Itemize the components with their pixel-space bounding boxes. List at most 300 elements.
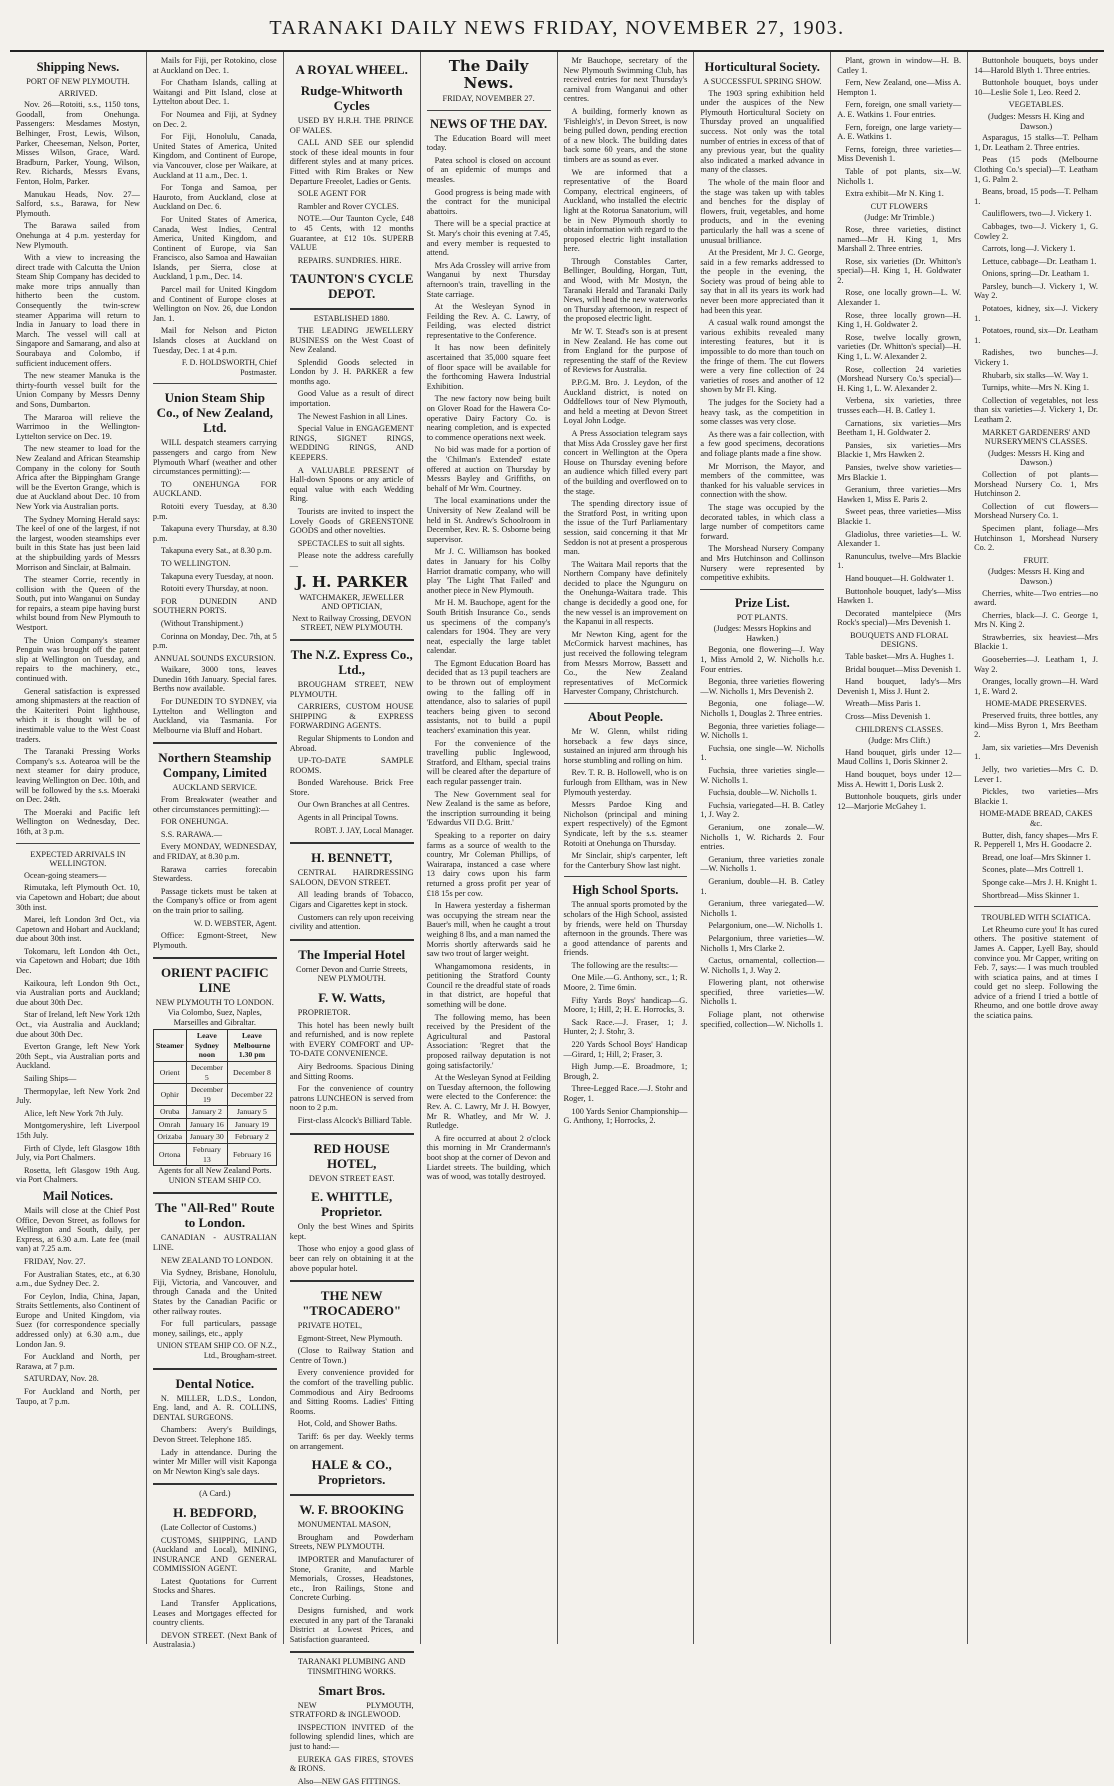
smart-bros-heading: Smart Bros. — [318, 1682, 386, 1698]
expected-arrivals-heading: EXPECTED ARRIVALS IN WELLINGTON. — [30, 849, 126, 869]
prize-entry: Extra exhibit—Mr N. King 1. — [845, 189, 944, 199]
whittle-heading: E. WHITTLE, Proprietor. — [311, 1189, 393, 1220]
horticultural-paragraph: A casual walk round amongst the various exhibits revealed many interesting features, but it is impossible to do more than touch on the fringe of them. The cut flowers were a very fine collection of 24 varieties of roses and another of 12 shown by Mr Fl. King. — [700, 318, 825, 395]
prize-entry: Verbena, six varieties, three trusses each—H. B. Catley 1. — [837, 396, 962, 415]
news-paragraph: The new factory now being built on Glover Road for the Hawera Co-operative Dairy Factory Co. is nearing completion, and is expected to commence operations next week. — [426, 394, 551, 442]
northern-steamship-line: Every MONDAY, WEDNESDAY, and FRIDAY, at 8.30 p.m. — [152, 842, 277, 861]
about-people-heading: About People. — [587, 710, 663, 724]
table-cell: February 2 — [228, 1131, 277, 1144]
sports-paragraph: The following are the results:— — [571, 960, 678, 970]
prize-entry: Cherries, black—J. C. George 1, Mrs N. King 2. — [974, 610, 1098, 630]
whittle-line: Those who enjoy a good glass of beer can rely on obtaining it at the above popular hotel. — [289, 1244, 414, 1273]
parker-heading: J. H. PARKER — [295, 572, 408, 591]
childrens-classes-judge: (Judge: Mrs Clift.) — [868, 736, 931, 746]
shipping-paragraph: The Taranaki Pressing Works Company's s.s. Aotearoa will be the next steamer for dairy produce, leaving Wellington on Dec. 10th, and will be followed by the s.s. Moeraki on Dec. 24th. — [16, 747, 140, 805]
union-steamship-line: FOR DUNEDIN AND SOUTHERN PORTS. — [152, 596, 277, 616]
sciatica-text: Let Rheumo cure you! It has cured others. The positive statement of James A. Capper, Lyell Bay, should convince you. Mr Capper, writing on Feb. 7, says:— I was much troubled with sciatica pains, and at times I could get no sleep. Following the advice of a friend I tried a bottle of Rheumo, and one bottle drove away the sciatica pains. — [974, 924, 1098, 1021]
imperial-hotel-address: Corner Devon and Currie Streets, NEW PLYMOUTH. — [296, 964, 408, 984]
prize-entry: Begonia, three varieties flowering—W. Nicholls 1, Mrs Devenish 2. — [700, 677, 825, 696]
bread-cakes-heading: HOME-MADE BREAD, CAKES &c. — [979, 809, 1093, 828]
table-row — [153, 1084, 276, 1106]
sports-paragraph: High Jump.—E. Broadmore, 1; Brough, 2. — [563, 1062, 688, 1081]
prize-entry: Foliage plant, not otherwise specified, collection—W. Nicholls 1. — [700, 1010, 825, 1029]
dental-notice-ad — [153, 1376, 277, 1486]
dental-notice-line: N. MILLER, L.D.S., London, Eng. land, and A. R. COLLINS, DENTAL SURGEONS. — [152, 1393, 277, 1422]
prize-entry: Pansies, six varieties—Mrs Blackie 1, Mrs Hawken 2. — [837, 440, 962, 460]
sports-paragraph: Fifty Yards Boys' handicap—G. Moore, 1; Hill, 2; H. E. Horrocks, 3. — [563, 995, 688, 1015]
prize-entry: Strawberries, six heaviest—Mrs Blackie 1. — [974, 632, 1098, 652]
express-company-list — [290, 680, 414, 823]
red-house-hotel-address: DEVON STREET EAST. — [308, 1173, 395, 1183]
parker-ad — [290, 314, 414, 641]
bread-cakes-list — [974, 831, 1098, 901]
expected-arrival: Alice, left New York 7th July. — [24, 1108, 124, 1118]
union-steamship-line: Rotoiti every Thursday, at noon. — [160, 584, 269, 594]
prize-entry: Fuchsia, double—W. Nicholls 1. — [708, 788, 817, 798]
prize-entry: Buttonhole bouquets, girls under 12—Marjorie McGahey 1. — [837, 792, 962, 811]
parker-established: ESTABLISHED 1880. — [313, 314, 390, 324]
prize-entry: Buttonhole bouquets, boys under 14—Harold Blyth 1. Three entries. — [974, 56, 1098, 75]
arrived-heading: ARRIVED. — [58, 88, 98, 98]
prize-entry: Fuchsia, one single—W. Nicholls 1. — [700, 743, 825, 763]
expected-arrival: Sailing Ships— — [24, 1074, 77, 1083]
orient-line-ad — [153, 965, 277, 1194]
prize-entry: Beans, broad, 15 pods—T. Pelham 1. — [974, 187, 1098, 206]
orient-table-header — [153, 1030, 276, 1062]
floral-designs-list — [837, 652, 961, 722]
royal-wheel-heading: A ROYAL WHEEL. — [295, 62, 408, 77]
prize-entry: Collection of vegetables, not less than six varieties—J. Vickery 1, Dr. Leatham 2. — [974, 395, 1098, 424]
prize-entry: Sweet peas, three varieties—Miss Blackie 1. — [837, 507, 962, 526]
express-company-line: BROUGHAM STREET, NEW PLYMOUTH. — [289, 679, 414, 699]
mail-notice: For Ceylon, India, China, Japan, Straits Settlements, also Continent of Europe and United Kingdom, via Suez (for correspondence specially addressed only) at 6.30 a.m., due London Jan. 9. — [16, 1291, 140, 1349]
northern-steamship-heading: Northern Steamship Company, Limited — [158, 750, 272, 781]
prize-entry: Rose, twelve locally grown, varieties (Dr. Whitton's special)—H. King 1, L. W. Alexander 2. — [837, 332, 962, 362]
union-steamship-line: (Without Transhipment.) — [160, 618, 244, 628]
brooking-line: IMPORTER and Manufacturer of Stone, Granite, and Marble Memorials, Crosses, Headstones, etc., Iron Railings, Stone and Concrete Curbing. — [289, 1555, 414, 1603]
pot-plants-judges: (Judges: Messrs Hopkins and Hawken.) — [713, 624, 812, 643]
shipping-paragraph: Manukau Heads, Nov. 27—Salford, s.s., Barawa, for New Plymouth. — [16, 189, 140, 218]
bedford-list — [153, 1523, 277, 1650]
prize-entries-top — [974, 56, 1098, 97]
news-paragraph: Speaking to a reporter on dairy farms as a source of wealth to the country, Mr Coleman Phillips, of Wairarapa, instanced a case where 13 dairy cows upon his farm returned a gross profit per year of £18 15s per cow. — [426, 830, 551, 898]
shipping-paragraph: The new steamer to load for the New Zealand and African Steamship Company in the colony for South Africa after the Bippingham Grange will be the Everton Grange, which is due at Auckland about Dec. 10 from New York via Australian ports. — [16, 444, 140, 511]
shipping-paragraphs — [16, 100, 140, 836]
expected-arrival: Star of Ireland, left New York 12th Oct., via Australia and Auckland; due about 30th Dec. — [16, 1010, 140, 1039]
orient-sailings-table — [153, 1029, 277, 1166]
royal-wheel-line: USED BY H.R.H. THE PRINCE OF WALES. — [289, 116, 414, 135]
parker-line: The Newest Fashion in all Lines. — [297, 411, 408, 421]
vegetables-judges: (Judges: Messrs H. King and Dawson.) — [988, 111, 1085, 131]
people-paragraph: Mr W. Glenn, whilst riding horseback a few days since, sustained an injured arm through his horse stumbling and rolling on him. — [563, 727, 688, 765]
news-paragraph: Good progress is being made with the contract for the municipal abattoirs. — [426, 187, 551, 216]
divider — [564, 876, 688, 877]
brooking-heading: W. F. BROOKING — [299, 1502, 404, 1518]
prize-entry: Rose, one locally grown—L. W. Alexander 1. — [837, 288, 962, 308]
prize-entry: Fuchsia, three varieties single—W. Nicholls 1. — [700, 766, 825, 785]
shipping-paragraph: With a view to increasing the direct trade with Calcutta the Union Steam Ship Company has decided to make more trips annually than hitherto been the custom. Consequently the twin-screw steamer Apparima will return to India in January to load there in March. The vessel will call at Singapore and Samarang, and also at Sourabaya and Colombo, if sufficient inducement offers. — [16, 253, 140, 368]
column-4 — [421, 52, 558, 1644]
shipping-paragraph: The Mararoa will relieve the Warrimoo in the Wellington-Lyttelton service on Dec. 19. — [16, 412, 140, 441]
news-paragraphs — [427, 134, 551, 1182]
expected-arrival: Kaikoura, left London 9th Oct., via Australian ports and Auckland; due about 30th Dec. — [16, 978, 140, 1007]
bennett-heading: H. BENNETT, — [311, 850, 393, 866]
prize-entry: Bridal bouquet—Miss Devenish 1. — [845, 664, 961, 674]
prize-entry: Gladiolus, three varieties—L. W. Alexander 1. — [837, 529, 962, 549]
bedford-line: CUSTOMS, SHIPPING, LAND (Auckland and Local), MINING, INSURANCE AND GENERAL COMMISSION AGENT. — [152, 1535, 277, 1574]
northern-steamship-line: Rarawa carries forecabin Stewardess. — [152, 864, 277, 884]
union-steamship-line: Corinna on Monday, Dec. 7th, at 5 p.m. — [152, 631, 277, 651]
all-red-route-signoff: UNION STEAM SHIP CO. OF N.Z., Ltd., Brougham-street. — [156, 1341, 277, 1360]
table-cell: Orizaba — [153, 1131, 186, 1144]
table-cell: January 30 — [186, 1131, 227, 1144]
dental-notice-line: Lady in attendance. During the winter Mr Miller will visit Kaponga on Mr Newton King's sale days. — [152, 1447, 277, 1476]
sports-paragraph: Sack Race.—J. Fraser, 1; J. Hunter, 2; J. Stohr, 3. — [563, 1017, 688, 1037]
prize-entry: Specimen plant, foliage—Mrs Hutchinson 1, Morshead Nursery Co. 2. — [974, 523, 1098, 553]
trocadero-line: Tariff: 6s per day. Weekly terms on arrangement. — [289, 1432, 414, 1451]
prize-entry: Decorated mantelpiece (Mrs Rock's special)—Mrs Devenish 1. — [837, 608, 962, 628]
northern-agent: W. D. WEBSTER, Agent. — [193, 918, 277, 928]
shipping-paragraph: The Union Company's steamer Penguin was brought off the patent slip at Wellington on Tuesday, and repairs to the machinery, etc., continued with. — [16, 635, 140, 684]
prize-entry: Potatoes, round, six—Dr. Leatham 1. — [974, 326, 1098, 345]
prize-entry: Geranium, one zonale—W. Nicholls 1, W. Richards 2. Four entries. — [700, 822, 825, 852]
column-5 — [558, 52, 695, 1644]
orient-line-heading: ORIENT PACIFIC LINE — [161, 965, 269, 996]
news-paragraph: At the Wesleyan Synod at Feilding on Tuesday afternoon, the following were elected to the Conference: the Rev. A. C. Lawry, Mr J. H. Bowyer, Mr R. Whatley, and Mr W. J. Rutledge. — [426, 1073, 551, 1131]
childrens-classes-list — [837, 748, 961, 812]
prize-entry: Radishes, two bunches—J. Vickery 1. — [974, 348, 1098, 368]
horticultural-society-heading: Horticultural Society. — [704, 60, 820, 74]
news-paragraphs-continued — [564, 56, 688, 697]
pot-plants-list — [700, 645, 824, 1029]
news-paragraph: No bid was made for a portion of the 'Chilman's Extended' estate offered at auction on Thursday by Messrs Bayley and Griffiths, on behalf of Mr Wm. Courtney. — [426, 445, 551, 493]
prize-entry: Pelargonium, three varieties—W. Nicholls 1, Mrs Clarke 2. — [700, 933, 825, 953]
market-gardeners-judges: (Judges: Messrs H. King and Dawson.) — [988, 448, 1085, 468]
smart-bros-list — [290, 1701, 414, 1786]
horticultural-paragraph: The whole of the main floor and the stage was taken up with tables and benches for the display of flowers, fruit, vegetables, and home products, and in the evening particularly the hall was a scene of unusual brilliance. — [700, 177, 825, 245]
rudge-whitworth-heading: Rudge-Whitworth Cycles — [300, 83, 403, 113]
union-steamship-line: Rotoiti every Tuesday, at 8.30 p.m. — [152, 501, 277, 521]
table-row — [153, 1144, 276, 1166]
orient-table-header-cell: Leave Melbourne 1.30 pm — [228, 1030, 277, 1062]
northern-steamship-line: Passage tickets must be taken at the Company's office or from agent on the train prior to sailing. — [152, 886, 277, 915]
prize-entry: Sponge cake—Mrs J. H. Knight 1. — [982, 877, 1097, 887]
news-paragraph: We are informed that a representative of the Board Company, electrical engineers, of Auckland, who installed the electric light at the Rotorua Sanatorium, will be in New Plymouth shortly to obtain information with regard to the proposed electric light installation here. — [563, 167, 688, 254]
taunton-heading: TAUNTON'S CYCLE DEPOT. — [289, 271, 414, 302]
trocadero-heading: THE NEW "TROCADERO" — [302, 1288, 402, 1319]
parker-line: THE LEADING JEWELLERY BUSINESS on the West Coast of New Zealand. — [289, 325, 414, 355]
prize-entry: Ranunculus, twelve—Mrs Blackie 1. — [837, 551, 962, 571]
royal-wheel-line: SOLE AGENT FOR — [297, 189, 367, 199]
column-6 — [694, 52, 831, 1644]
bennett-ad — [290, 850, 414, 941]
table-cell: December 5 — [186, 1061, 227, 1083]
fruit-judges: (Judges: Messrs H. King and Dawson.) — [988, 567, 1085, 586]
union-more-text: For DUNEDIN TO SYDNEY, via Lyttelton and Wellington and Auckland, via Tasmania. For Melbourne via Bluff and Hobart. — [152, 697, 277, 735]
news-paragraph: For the convenience of the travelling public Inglewood, Stratford, and Eltham, special trains will be cleared after the departure of each regular passenger train. — [426, 738, 551, 786]
prize-entry: Fern, foreign, one large variety—A. E. Watkins 1. — [837, 122, 962, 142]
bedford-line: DEVON STREET. (Next Bank of Australasia.) — [152, 1630, 277, 1650]
prize-entry: Parsley, bunch—J. Vickery 1, W. Way 2. — [974, 281, 1098, 301]
all-red-route-list — [153, 1233, 277, 1338]
union-steamship-line: Takapuna every Sat., at 8.30 p.m. — [160, 546, 272, 556]
orient-table-body — [153, 1061, 276, 1165]
parker-list — [290, 326, 414, 571]
divider — [974, 906, 1098, 907]
mail-close-notice: For Noumea and Fiji, at Sydney on Dec. 2. — [152, 109, 277, 129]
expected-arrival: Rosetta, left Glasgow 19th Aug. via Port Chalmers. — [16, 1165, 140, 1185]
all-red-route-line: Via Sydney, Brisbane, Honolulu, Fiji, Victoria, and Vancouver, and through Canada and the United States by the Canadian Pacific or other railway routes. — [152, 1268, 277, 1316]
table-cell: January 5 — [228, 1106, 277, 1119]
mail-close-notice: For Fiji, Honolulu, Canada, United States of America, United Kingdom, and Continent of Europe, via Vancouver, close per Waikare, at Auckland at 11 a.m., Dec. 1. — [152, 132, 277, 180]
prize-entry: Flowering plant, not otherwise specified, three varieties—W. Nicholls 1. — [700, 978, 825, 1007]
table-row — [153, 1106, 276, 1119]
expected-arrival: Rimutaka, left Plymouth Oct. 10, via Capetown and Hobart; due about 30th inst. — [16, 883, 140, 912]
sports-paragraph: 100 Yards Senior Championship—G. Anthony, 1; Horrocks, 2. — [563, 1106, 688, 1126]
preserves-heading: HOME-MADE PRESERVES. — [985, 699, 1087, 709]
royal-wheel-line: NOTE.—Our Taunton Cycle, £48 to 45 Cents, with 12 months Guarantee, at £12 10s. SUPERB VALUE — [289, 214, 414, 253]
news-paragraph: The local examinations under the University of New Zealand will be held in St. Andrew's Schoolroom in December, Rev. R. S. Osborne being supervisor. — [426, 496, 551, 544]
table-cell: Ortona — [153, 1144, 186, 1166]
parker-line: Splendid Goods selected in London by J. H. PARKER a few months ago. — [289, 357, 414, 386]
mail-close-notice: For United States of America, Canada, West Indies, Central America, United Kingdom, and Continent of Europe, via San Francisco, also Samoa and Hawaiian Islands, per Sierra, close at Auckland, 1 p.m., Dec. 14. — [152, 214, 277, 282]
prize-entry: Fern, New Zealand, one—Miss A. Hempton 1. — [837, 78, 962, 97]
card-note: (A Card.) — [199, 1489, 231, 1499]
table-cell: Ophir — [153, 1084, 186, 1106]
table-row — [153, 1118, 276, 1131]
orient-agents: Agents for all New Zealand Ports. UNION STEAM SHIP CO. — [158, 1166, 272, 1185]
prize-entry: Jelly, two varieties—Mrs C. D. Lever 1. — [974, 765, 1098, 784]
postmaster-signoff: F. D. HOLDSWORTH, Chief Postmaster. — [181, 358, 277, 377]
imperial-hotel-heading: The Imperial Hotel — [298, 946, 406, 962]
brooking-line: MONUMENTAL MASON, — [297, 1520, 391, 1530]
column-7 — [831, 52, 968, 1644]
prize-entry: Begonia, one flowering—J. Way 1, Miss Arnold 2, W. Nicholls h.c. Four entries. — [700, 645, 825, 674]
plumbing-heading: TARANAKI PLUMBING AND TINSMITHING WORKS. — [297, 1657, 406, 1676]
shipping-paragraph: The Moeraki and Pacific left Wellington on Wednesday, Dec. 16th, at 3 p.m. — [16, 807, 140, 836]
horticultural-paragraph: The 1903 spring exhibition held under the auspices of the New Plymouth Horticultural Society on Thursday proved an unqualified success. Not only was the total number of entries in excess of that of any previous year, but the quality also indicated a marked advance in many of the classes. — [700, 88, 825, 175]
prize-entry: Pansies, twelve show varieties—Mrs Blackie 1. — [837, 462, 962, 482]
columns — [10, 52, 1104, 1786]
whittle-line: Only the best Wines and Spirits kept. — [289, 1222, 414, 1241]
news-paragraph: At the Wesleyan Synod in Feilding the Rev. A. C. Lawry, of Feilding, was elected district representative to the Conference. — [426, 302, 551, 340]
prize-entry: Collection of pot plants—Morshead Nursery Co. 1, Mrs Hutchinson 2. — [974, 469, 1098, 499]
prize-entry: Scones, plate—Mrs Cottrell 1. — [982, 865, 1084, 875]
sports-paragraph: 220 Yards School Boys' Handicap—Girard, 1; Hill, 2; Fraser, 3. — [563, 1040, 688, 1059]
news-paragraph: There will be a special practice at St. Mary's choir this evening at 7.45, and every member is requested to attend. — [426, 219, 551, 258]
divider — [153, 383, 277, 384]
mail-notice: For Auckland and North, per Taupo, at 7 p.m. — [16, 1387, 140, 1406]
union-steamship-line: Takapuna every Tuesday, at noon. — [160, 571, 274, 581]
express-company-line: Regular Shipments to London and Abroad. — [289, 733, 414, 753]
prize-entry: Pickles, two varieties—Mrs Blackie 1. — [974, 787, 1098, 806]
high-school-sports-list — [564, 900, 688, 1125]
high-school-sports-heading: High School Sports. — [572, 883, 679, 898]
prize-entry: Rhubarb, six stalks—W. Way 1. — [982, 370, 1089, 380]
dental-notice-line: Chambers: Avery's Buildings, Devon Street. Telephone 185. — [152, 1425, 277, 1444]
expected-arrival: Thermopylae, left New York 2nd July. — [16, 1086, 140, 1106]
prize-entry: Cactus, ornamental, collection—W. Nicholls 1, J. Way 2. — [700, 956, 825, 975]
excursion-heading: ANNUAL SOUNDS EXCURSION. — [154, 653, 276, 663]
prize-entry: Carrots, long—J. Vickery 1. — [982, 244, 1076, 254]
prize-entry: Onions, spring—Dr. Leatham 1. — [982, 269, 1090, 279]
prize-entry: Hand bouquet, girls under 12—Maud Collins 1, Doris Skinner 2. — [837, 747, 962, 767]
watts-line: This hotel has been newly built and refurnished, and is now replete with EVERY COMFORT and UP-TO-DATE CONVENIENCE. — [289, 1020, 414, 1059]
bedford-line: (Late Collector of Customs.) — [160, 1522, 257, 1532]
express-company-ad — [290, 647, 414, 844]
shipping-paragraph: The steamer Corrie, recently in collision with the Queen of the South, put into Wanganui on Sunday for repairs, a steam pipe having burst whilst bound from New Plymouth to Westport. — [16, 575, 140, 633]
northern-steamship-line: From Breakwater (weather and other circumstances permitting):— — [152, 795, 277, 814]
union-steamship-list — [153, 438, 277, 650]
prize-entry: Cherries, white—Two entries—no award. — [974, 588, 1098, 608]
column-2 — [147, 52, 284, 1650]
vegetables-heading: VEGETABLES. — [1008, 100, 1064, 110]
northern-steamship-subheading: AUCKLAND SERVICE. — [172, 783, 258, 793]
horticultural-paragraph: The Morshead Nursery Company and Mrs Hutchinson and Collinson Nursery were represented by competitive exhibits. — [700, 544, 825, 583]
parker-line: Tourists are invited to inspect the Lovely Goods of GREENSTONE GOODS and other novelties. — [289, 507, 414, 536]
prize-entry: Geranium, three varieties—Mrs Hawken 1, Miss E. Paris 2. — [837, 485, 962, 504]
floral-designs-heading: BOUQUETS AND FLORAL DESIGNS. — [850, 630, 949, 650]
news-paragraph: Mr Bauchope, secretary of the New Plymouth Swimming Club, has received entries for next Thursday's carnival from Wanganui and other centres. — [563, 56, 688, 104]
all-red-route-line: NEW ZEALAND TO LONDON. — [160, 1255, 273, 1265]
prize-entry: Buttonhole bouquet, lady's—Miss Hawken 1. — [837, 586, 962, 606]
orient-table-header-cell: Leave Sydney noon — [186, 1030, 227, 1062]
expected-arrival: Montgomeryshire, left Liverpool 15th July. — [16, 1121, 140, 1140]
watts-line: For the convenience of country patrons LUNCHEON is served from noon to 2 p.m. — [289, 1084, 414, 1113]
royal-wheel-ad — [290, 62, 414, 310]
news-paragraph: The New Government seal for New Zealand is the same as before, the inscription surrounding it being 'Edwardus VII D.G. Britt.' — [426, 789, 551, 828]
mail-notice: Mails will close at the Chief Post Office, Devon Street, as follows for Wellington and South, daily, per Express, at 6.30 a.m. Late fee (mail van) at 7.25 a.m. — [16, 1205, 140, 1254]
shipping-news-heading: Shipping News. — [36, 60, 120, 74]
table-row — [153, 1061, 276, 1083]
horticultural-paragraph: At the President, Mr J. C. George, said in a few remarks addressed to the people in the evening, the Society was proud of being able to say that in all its years its work had never been more appreciated than it had been this year. — [700, 248, 825, 315]
mail-close-notice: Parcel mail for United Kingdom and Continent of Europe closes at Wellington on Nov. 26, due London Jan. 1. — [152, 285, 277, 323]
imperial-hotel-ad — [290, 947, 414, 1135]
horticultural-paragraph: The stage was occupied by the decorated tables, in which class a large number of competitors came forward. — [700, 502, 825, 541]
news-paragraph: A fire occurred at about 2 o'clock this morning in Mr Crandermann's boot shop at the corner of Devon and Liardet streets. The building, which was of wood, was totally destroyed. — [426, 1133, 551, 1182]
prize-entry: Potatoes, kidney, six—J. Vickery 1. — [974, 304, 1098, 323]
prize-entry: Rose, collection 24 varieties (Morshead Nursery Co.'s special)—H. King 1, L. W. Alexander 2. — [837, 364, 962, 393]
parker-subheading: WATCHMAKER, JEWELLER AND OPTICIAN, — [299, 592, 404, 612]
express-company-line: UP-TO-DATE SAMPLE ROOMS. — [289, 756, 414, 775]
prize-entry: Bread, one loaf—Mrs Skinner 1. — [982, 852, 1091, 862]
news-paragraph: In Hawera yesterday a fisherman was occupying the stream near the Bauer's mill, when he caught a trout weighing 8 lbs, and a man named the Morris shortly afterwards said he saw two trout of larger weight. — [426, 901, 551, 959]
mail-close-notice: Mail for Nelson and Picton Islands closes at Auckland on Tuesday, Dec. 1 at 4 p.m. — [152, 326, 277, 355]
union-steamship-ad — [153, 390, 277, 744]
prize-entry: Geranium, double—H. B. Catley 1. — [700, 876, 825, 896]
mail-notice: SATURDAY, Nov. 28. — [24, 1374, 99, 1384]
news-paragraph: The Education Board will meet today. — [426, 133, 551, 153]
mail-close-list — [153, 56, 277, 355]
news-paragraph: Whangamomona residents, in petitioning the Stratford County Council re the dreadful state of roads in that district, are hopeful that something will be done. — [426, 961, 551, 1010]
shipping-paragraph: General satisfaction is expressed among shipmasters at the reaction of the Kaiteriteri Point lighthouse, which it is thought will be of inestimable value to the West Coast traders. — [16, 686, 140, 744]
trocadero-ad — [290, 1288, 414, 1496]
northern-office: Office: Egmont-Street, New Plymouth. — [152, 931, 277, 950]
pot-plants-heading: POT PLANTS. — [736, 612, 788, 622]
table-cell: January 16 — [186, 1118, 227, 1131]
union-steamship-line: TO WELLINGTON. — [160, 558, 231, 568]
divider — [564, 703, 688, 704]
watts-list — [290, 1008, 414, 1126]
table-cell: December 22 — [228, 1084, 277, 1106]
northern-steamship-line: S.S. RARAWA.— — [160, 829, 222, 839]
table-cell: February 13 — [186, 1144, 227, 1166]
expected-arrival: Ocean-going steamers— — [24, 870, 107, 880]
table-row — [153, 1131, 276, 1144]
union-steamship-heading: Union Steam Ship Co., of New Zealand, Ltd. — [156, 390, 273, 436]
prize-entry: Jam, six varieties—Mrs Devenish 1. — [974, 742, 1098, 762]
trocadero-line: Hot, Cold, and Shower Baths. — [297, 1419, 398, 1429]
royal-wheel-line: Rambler and Rover CYCLES. — [297, 201, 399, 211]
whittle-list — [290, 1222, 414, 1273]
bennett-line: All leading brands of Tobacco, Cigars and Cigarettes kept in stock. — [289, 890, 414, 910]
fruit-heading: FRUIT. — [1023, 555, 1049, 565]
parker-line: Good Value as a result of direct importation. — [289, 389, 414, 409]
news-paragraph: The Waitara Mail reports that the Northern Company have definitely decided to place the Ngunguru on the Onehunga-Waitara trade. This change is decidedly a good one, for the new vessel is an improvement on the Kapanui in all respects. — [563, 559, 688, 627]
parker-line: Please note the address carefully— — [289, 551, 414, 570]
smart-bros-line: INSPECTION INVITED of the following splendid lines, which are just to hand:— — [289, 1722, 414, 1751]
news-paragraph: Mrs Ada Crossley will arrive from Wanganui by next Thursday afternoon's train, travelling in the State carriage. — [426, 260, 551, 299]
news-paragraph: Mr Newton King, agent for the McCormick harvest machines, has just received the following telegram from Messrs Morrow, Bassett and Co., the New Zealand representatives of McCormick Harvester Company, Christchurch. — [563, 629, 688, 697]
prize-entry: Oranges, locally grown—H. Ward 1, E. Ward 2. — [974, 677, 1098, 696]
watts-heading: F. W. Watts, — [318, 990, 386, 1005]
shipping-paragraph: The Barawa sailed from Onehunga at 4 p.m. yesterday for New Plymouth. — [16, 221, 140, 250]
bennett-list — [290, 868, 414, 932]
all-red-route-line: For full particulars, passage money, sailings, etc., apply — [152, 1319, 277, 1338]
vegetables-list — [974, 133, 1098, 424]
bedford-line: Latest Quotations for Current Stocks and Shares. — [152, 1576, 277, 1596]
prize-entries-continued — [837, 56, 961, 199]
parker-line: Special Value in ENGAGEMENT RINGS, SIGNET RINGS, WEDDING RINGS, AND KEEPERS. — [289, 424, 414, 463]
prize-entry: Cabbages, two—J. Vickery 1, G. Cowley 2. — [974, 221, 1098, 241]
mail-notice: For Auckland and North, per Rarawa, at 7 p.m. — [16, 1352, 140, 1371]
excursion-text: Waikare, 3000 tons, leaves Dunedin 16th January. Special fares. Berths now available. — [152, 665, 277, 694]
fruit-list — [974, 589, 1098, 697]
brooking-list — [290, 1520, 414, 1644]
childrens-classes-heading: CHILDREN'S CLASSES. — [855, 724, 944, 734]
expected-arrival: Tokomaru, left London 4th Oct., via Capetown and Hobart; due 18th Dec. — [16, 946, 140, 976]
paper-title: The Daily News. — [448, 57, 529, 92]
royal-wheel-line: REPAIRS. SUNDRIES. HIRE. — [297, 255, 402, 265]
prize-entry: Geranium, three variegated—W. Nicholls 1. — [700, 899, 825, 918]
divider — [427, 110, 551, 111]
prize-entry: Geranium, three varieties zonale—W. Nicholls 1. — [700, 854, 825, 874]
prize-entry: Shortbread—Miss Skinner 1. — [982, 890, 1080, 900]
trocadero-line: PRIVATE HOTEL, — [297, 1321, 363, 1331]
masthead: TARANAKI DAILY NEWS FRIDAY, NOVEMBER 27, 1903. — [10, 6, 1104, 52]
mail-notice: FRIDAY, Nov. 27. — [24, 1256, 86, 1266]
table-cell: Oruba — [153, 1106, 186, 1119]
expected-arrival: Everton Grange, left New York 20th Sept., via Australian ports and Auckland. — [16, 1042, 140, 1071]
table-cell: Orient — [153, 1061, 186, 1083]
horticultural-paragraph: The judges for the Society had a heavy task, as the competition in some classes was very close. — [700, 398, 825, 427]
column-8 — [968, 52, 1104, 1644]
watts-line: PROPRIETOR. — [297, 1008, 351, 1017]
mail-notices-list — [16, 1206, 140, 1406]
dateline: FRIDAY, NOVEMBER 27. — [442, 94, 535, 103]
shipping-paragraph: The Sydney Morning Herald says: The keel of one of the largest, if not the largest, wooden steamships ever built in this State has just been laid at the shipbuilding yards of Messrs Morrison and Sinclair, at Balmain. — [16, 514, 140, 572]
smart-bros-line: EUREKA GAS FIRES, STOVES & IRONS. — [289, 1754, 414, 1774]
cut-flowers-list — [837, 225, 961, 628]
prize-entry: Fuchsia, variegated—H. B. Catley 1, J. Way 2. — [700, 800, 825, 820]
bedford-line: Land Transfer Applications, Leases and Mortgages effected for country clients. — [152, 1599, 277, 1628]
horticultural-paragraph: As there was a fair collection, with a few good specimens, decorations and foliage plants made a fine show. — [700, 429, 825, 458]
red-house-hotel-ad — [290, 1141, 414, 1283]
expected-arrival: Firth of Clyde, left Glasgow 18th July, via Port Chalmers. — [16, 1143, 140, 1163]
parker-address: Next to Railway Crossing, DEVON STREET, NEW PLYMOUTH. — [292, 613, 412, 633]
prize-entry: Rose, six varieties (Dr. Whitton's special)—H. King 1, H. Goldwater 2. — [837, 256, 962, 285]
express-company-heading: The N.Z. Express Co., Ltd., — [290, 646, 413, 677]
